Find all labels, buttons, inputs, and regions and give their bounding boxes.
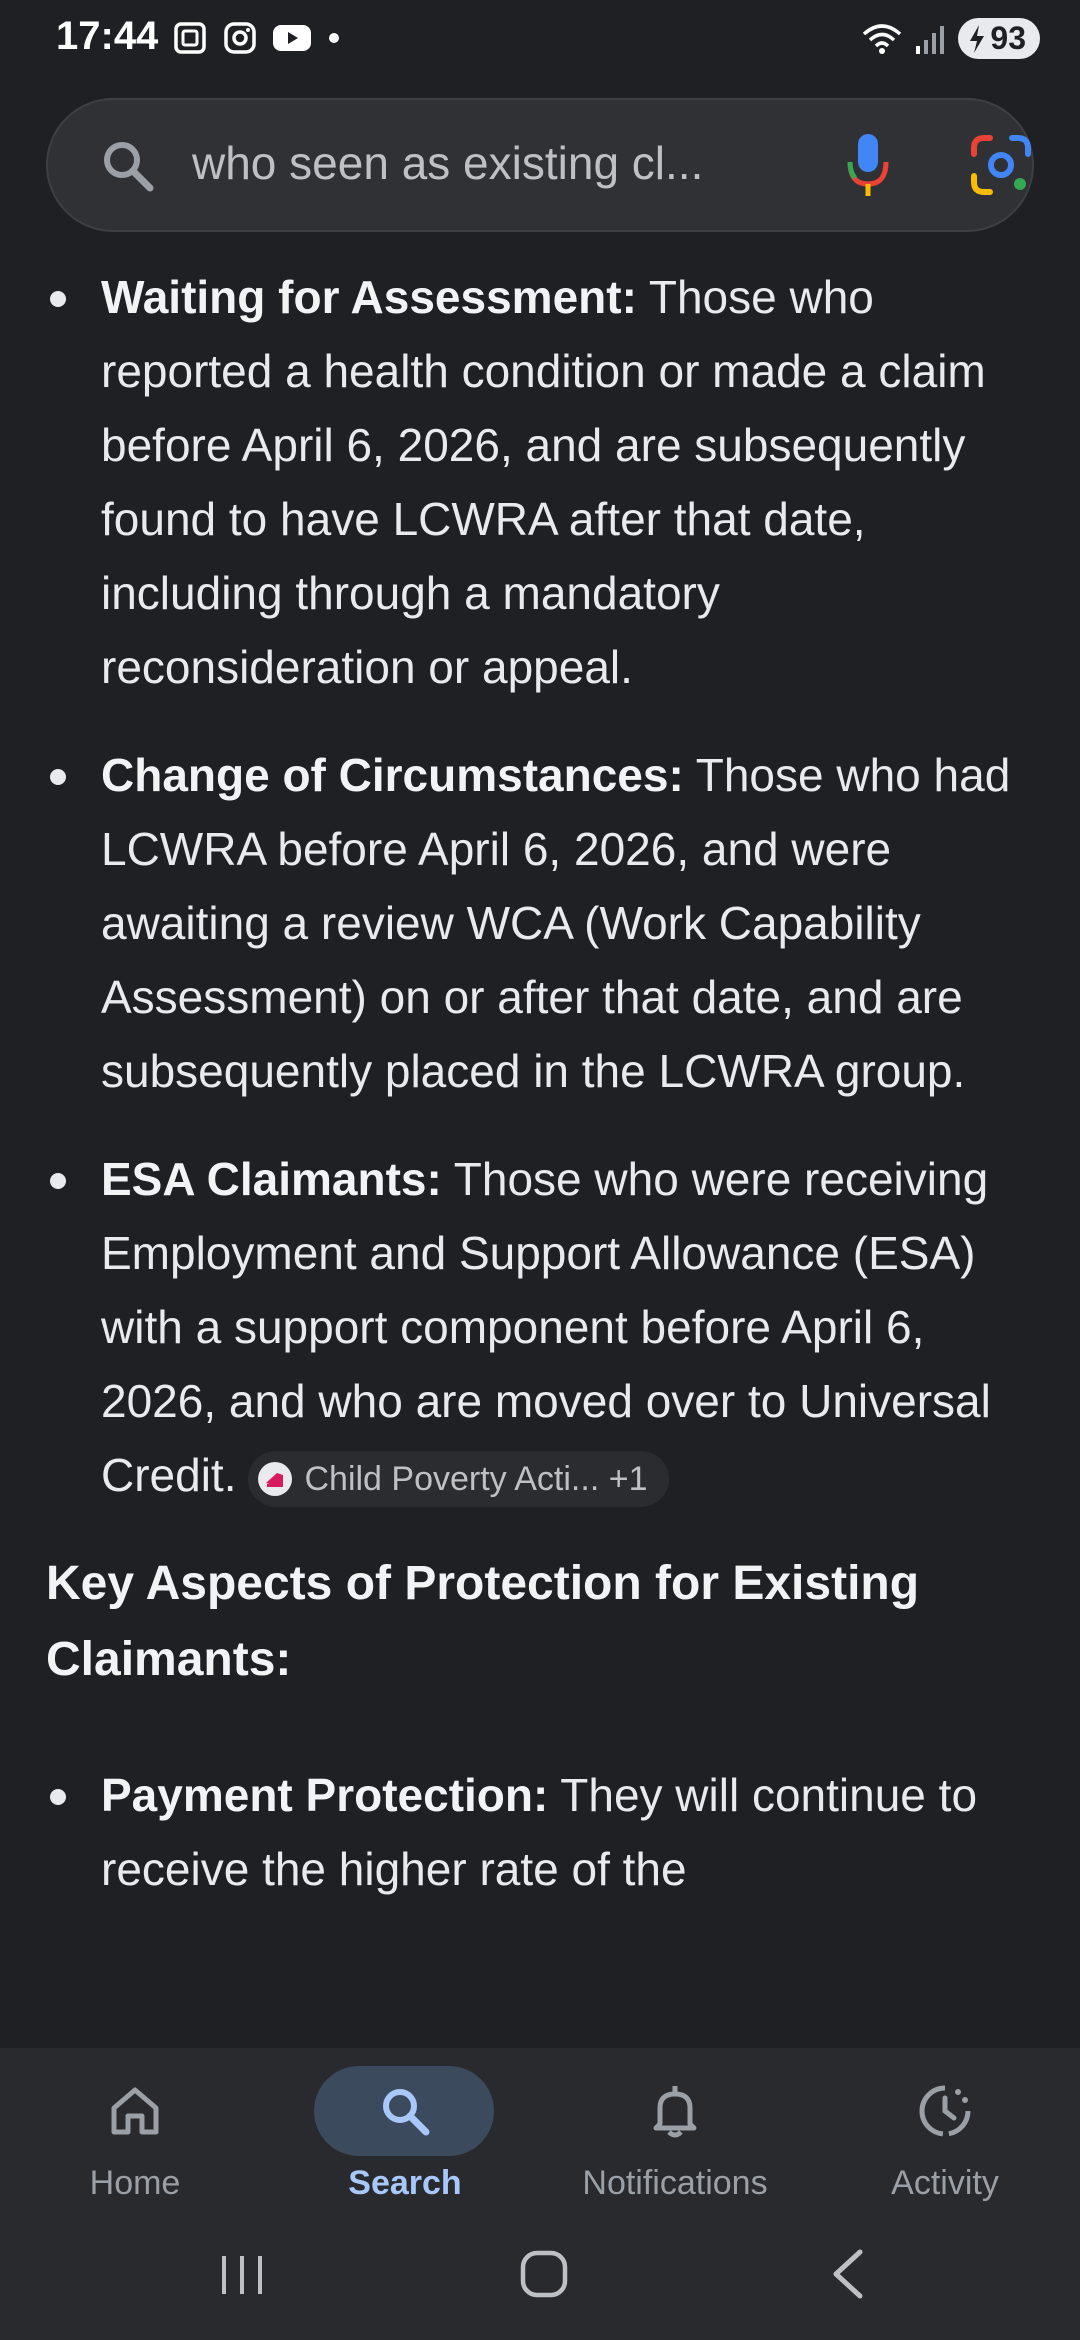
list-item xyxy=(0,738,1080,1108)
system-navigation-bar xyxy=(0,2212,1080,2340)
signal-icon xyxy=(914,22,948,56)
list-item xyxy=(0,260,1080,704)
microphone-icon[interactable] xyxy=(842,132,894,202)
battery-level: 93 xyxy=(990,20,1026,56)
search-query[interactable]: who seen as existing cl... xyxy=(192,137,704,189)
bolt-icon xyxy=(968,25,986,53)
source-logo-icon xyxy=(258,1462,292,1496)
home-button-icon[interactable] xyxy=(518,2248,570,2300)
list-item-text: Those who reported a health condition or made a claim before April 6, 2026, and are subsequently found to have LCWRA after that date, including through a mandatory reconsideration or appeal. xyxy=(101,271,986,693)
search-icon xyxy=(98,136,158,196)
screenshot-icon xyxy=(172,20,208,56)
instagram-icon xyxy=(222,20,258,56)
nav-search[interactable] xyxy=(270,2058,540,2228)
search-icon xyxy=(374,2080,436,2142)
nav-notifications-label: Notifications xyxy=(582,2164,768,2202)
list-item-text: Those who had LCWRA before April 6, 2026, and were awaiting a review WCA (Work Capability Assessment) on or after that date, and are subsequently placed in the LCWRA group. xyxy=(101,749,1011,1097)
section-heading: Key Aspects of Protection for Existing Claimants: xyxy=(46,1557,920,1686)
wifi-icon xyxy=(860,20,904,58)
nav-notifications[interactable] xyxy=(540,2058,810,2228)
nav-home-label: Home xyxy=(89,2164,181,2202)
bottom-navigation xyxy=(0,2048,1080,2340)
bell-icon xyxy=(644,2080,706,2142)
list-item xyxy=(0,1758,1080,1906)
youtube-icon xyxy=(272,22,312,54)
list-item-title: Payment Protection: xyxy=(101,1769,549,1821)
list-item-title: ESA Claimants: xyxy=(101,1153,442,1205)
source-chip[interactable] xyxy=(248,1451,669,1507)
search-bar[interactable] xyxy=(46,98,1034,232)
status-bar xyxy=(0,0,1080,84)
home-icon xyxy=(104,2080,166,2142)
bullet-icon xyxy=(50,769,66,785)
recent-apps-icon[interactable] xyxy=(218,2252,268,2298)
bullet-icon xyxy=(50,1173,66,1189)
list-item-text: Those who were receiving Employment and Support Allowance (ESA) with a support component before April 6, 2026, and who are moved over to Universal Credit. xyxy=(101,1153,991,1501)
nav-home[interactable] xyxy=(0,2058,270,2228)
bullet-icon xyxy=(50,291,66,307)
list-item-text: They will continue to receive the higher rate of the xyxy=(101,1769,978,1895)
nav-activity-label: Activity xyxy=(891,2164,999,2202)
list-item-title: Change of Circumstances: xyxy=(101,749,684,801)
battery-indicator xyxy=(958,18,1040,59)
source-chip-label: Child Poverty Acti... +1 xyxy=(304,1459,648,1498)
notification-icons xyxy=(172,20,342,56)
back-button-icon[interactable] xyxy=(828,2248,868,2300)
google-lens-icon[interactable] xyxy=(970,134,1032,196)
activity-icon xyxy=(914,2080,976,2142)
dot-icon xyxy=(326,30,342,46)
list-item-title: Waiting for Assessment: xyxy=(101,271,637,323)
status-time: 17:44 xyxy=(56,14,159,58)
list-item xyxy=(0,1142,1080,1512)
ai-overview-content xyxy=(0,260,1080,1940)
bullet-icon xyxy=(50,1789,66,1805)
nav-search-label: Search xyxy=(348,2164,462,2202)
nav-activity[interactable] xyxy=(810,2058,1080,2228)
